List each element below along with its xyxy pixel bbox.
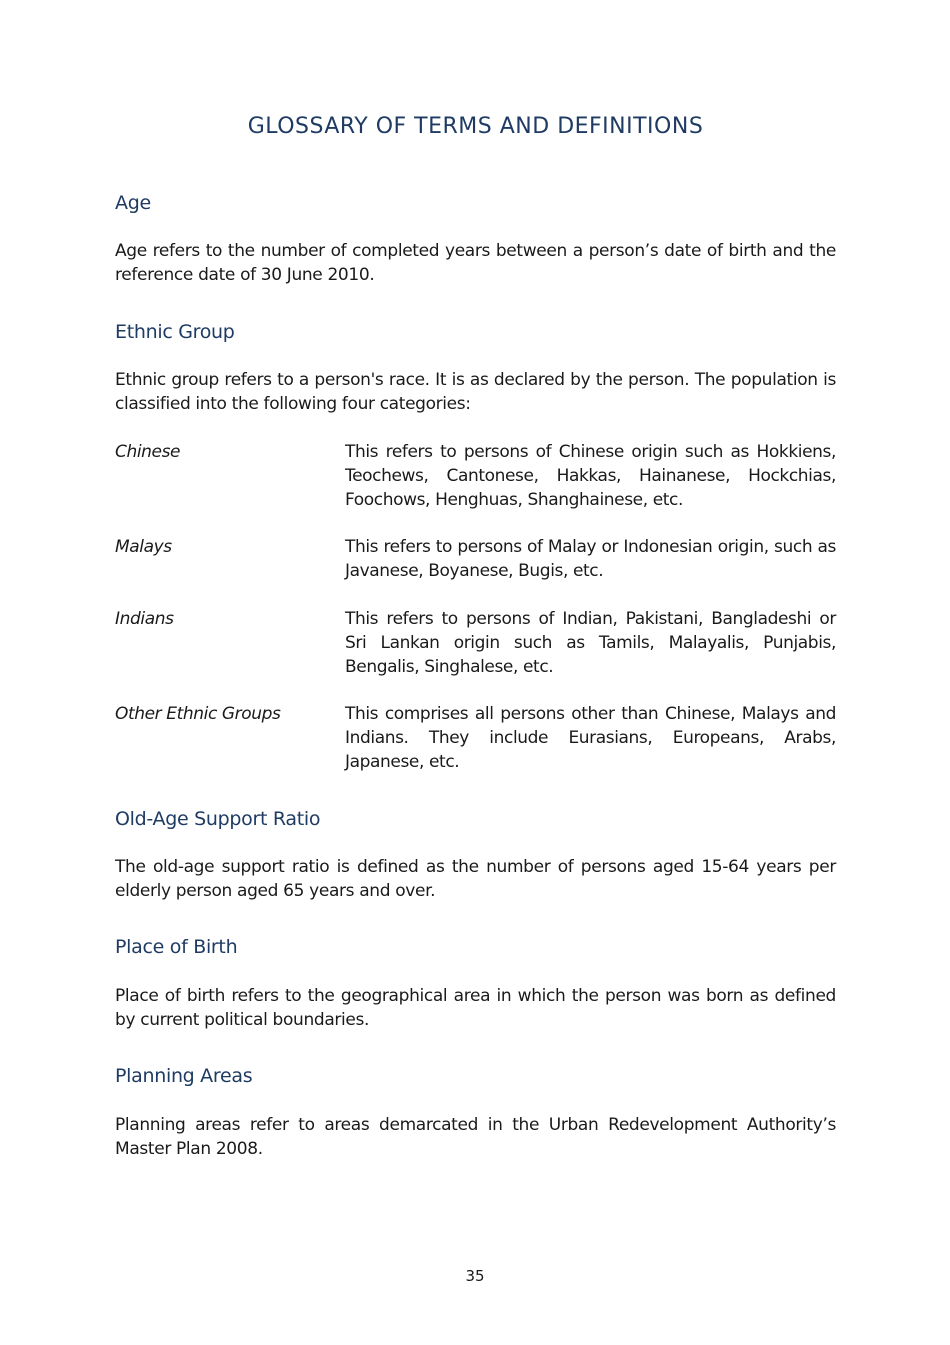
page-number: 35 [465, 1267, 485, 1285]
section-old-age-support-ratio-body [115, 855, 836, 903]
section-age-body [115, 239, 836, 287]
category-definition: This refers to persons of Indian, Pakistani, Bangladeshi or Sri Lankan origin such as Tamils, Malayalis, Punjabis, Bengalis, Singhalese, etc. [345, 609, 836, 677]
section-ethnic-group-body [115, 368, 836, 416]
category-definition: This comprises all persons other than Chinese, Malays and Indians. They include Eurasians, Europeans, Arabs, Japanese, etc. [345, 704, 836, 772]
category-definition: This refers to persons of Malay or Indonesian origin, such as Javanese, Boyanese, Bugis, etc. [345, 537, 836, 581]
page-title: GLOSSARY OF TERMS AND DEFINITIONS [247, 114, 704, 139]
category-term: Indians [115, 609, 174, 629]
category-term: Malays [115, 537, 172, 557]
section-heading-old-age-support-ratio: Old-Age Support Ratio [115, 808, 321, 830]
section-place-of-birth-body [115, 984, 836, 1032]
category-term: Chinese [115, 442, 181, 462]
category-term: Other Ethnic Groups [115, 704, 281, 724]
section-old-age-support-ratio [115, 808, 836, 830]
section-age [115, 192, 836, 214]
category-definition: This refers to persons of Chinese origin such as Hokkiens, Teochews, Cantonese, Hakkas, Hainanese, Hockchias, Foochows, Henghuas, Shanghainese, etc. [345, 442, 836, 510]
section-heading-place-of-birth: Place of Birth [115, 936, 238, 958]
section-ethnic-group [115, 321, 836, 343]
section-heading-age: Age [115, 192, 151, 214]
definition-age: Age refers to the number of completed years between a person’s date of birth and the reference date of 30 June 2010. [115, 241, 836, 285]
section-heading-planning-areas: Planning Areas [115, 1065, 253, 1087]
definition-old-age-support-ratio: The old-age support ratio is defined as the number of persons aged 15-64 years per elderly person aged 65 years and over. [115, 857, 836, 901]
section-heading-ethnic-group: Ethnic Group [115, 321, 235, 343]
definition-ethnic-group: Ethnic group refers to a person's race. It is as declared by the person. The population is classified into the following four categories: [115, 370, 836, 414]
definition-planning-areas: Planning areas refer to areas demarcated in the Urban Redevelopment Authority’s Master Plan 2008. [115, 1115, 836, 1159]
section-place-of-birth [115, 936, 836, 958]
section-planning-areas-body [115, 1113, 836, 1161]
definition-place-of-birth: Place of birth refers to the geographical area in which the person was born as defined by current political boundaries. [115, 986, 836, 1030]
section-planning-areas [115, 1065, 836, 1087]
